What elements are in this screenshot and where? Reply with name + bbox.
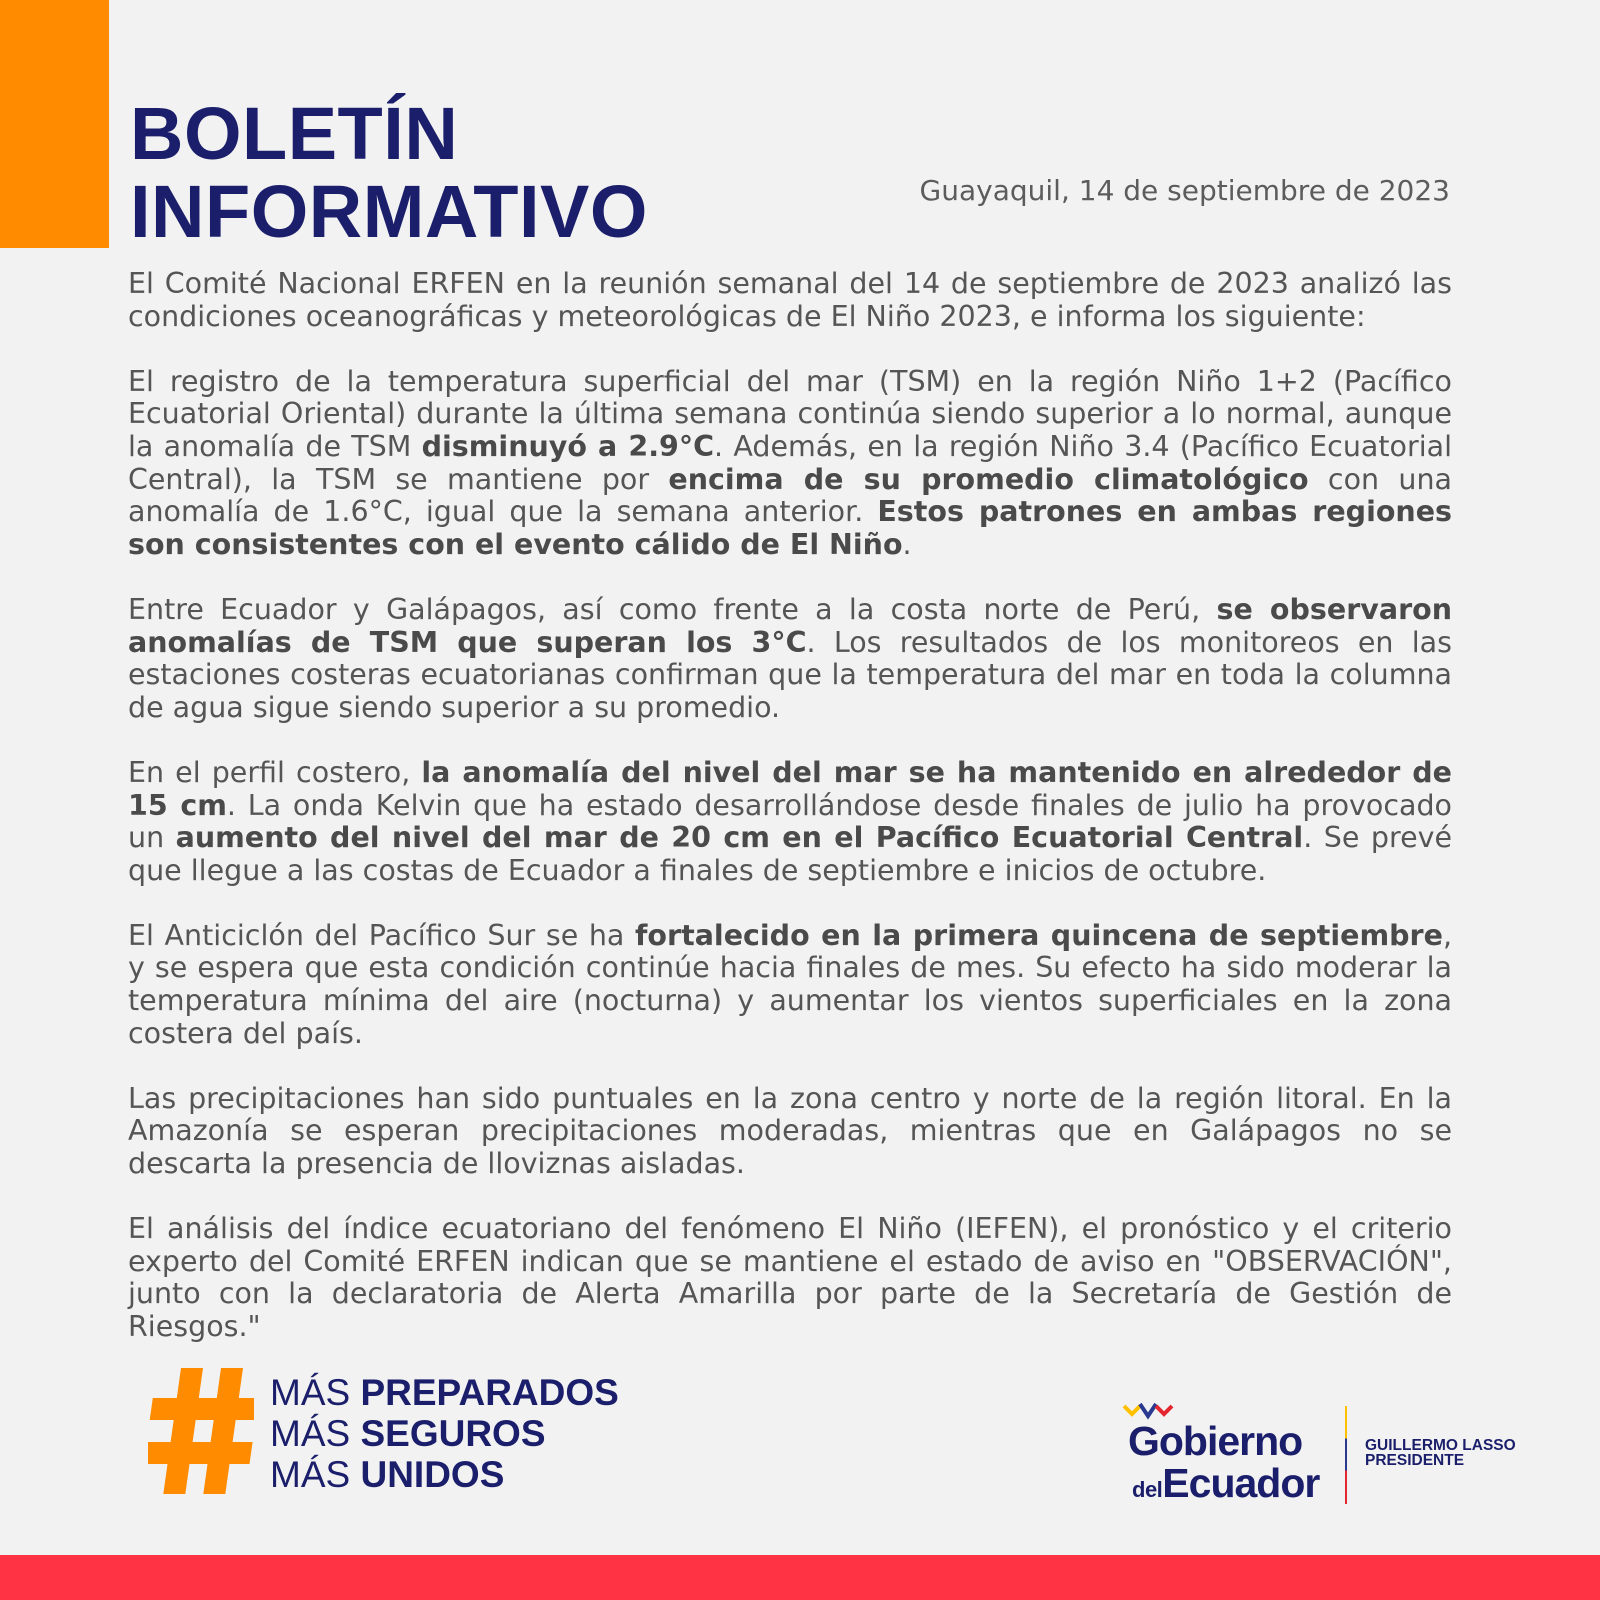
paragraph-text: Las precipitaciones han sido puntuales en la zona centro y norte de la región litoral. En la Amazonía se esperan precipitaciones moderadas, mientras que en Galápagos no se descarta la presencia de lloviznas aisladas. <box>128 1081 1452 1181</box>
paragraph-text: con una anomalía de 1.6°C, igual que la semana anterior. <box>128 462 1452 529</box>
paragraph-5 <box>128 920 1452 1050</box>
paragraph-text: . Se prevé que llegue a las costas de Ecuador a finales de septiembre e inicios de octubre. <box>128 821 1453 887</box>
slogan-line-1: MÁS PREPARADOS <box>270 1372 619 1413</box>
paragraph-6 <box>128 1083 1452 1181</box>
paragraph-7 <box>128 1213 1452 1343</box>
highlight-text: se observaron anomalías de TSM que superan los 3°C <box>128 592 1453 659</box>
paragraph-text: En el perfil costero, <box>128 755 422 789</box>
paragraph-3 <box>128 594 1452 724</box>
hashtag-icon <box>148 1368 254 1494</box>
president-name: GUILLERMO LASSO <box>1365 1437 1516 1454</box>
paragraph-text: . La onda Kelvin que ha estado desarrollándose desde finales de julio ha provocado un <box>128 788 1452 855</box>
highlight-text: la anomalía del nivel del mar se ha mantenido en alrededor de 15 cm <box>128 755 1453 822</box>
bottom-red-bar <box>0 1555 1600 1600</box>
president-signature <box>1365 1438 1516 1468</box>
paragraph-text: . Los resultados de los monitoreos en las estaciones costeras ecuatorianas confirman que la temperatura del mar en toda la columna de agua sigue siendo superior a su promedio. <box>128 625 1452 724</box>
paragraph-2 <box>128 366 1452 562</box>
orange-accent-bar <box>0 0 109 248</box>
highlight-text: fortalecido en la primera quincena de septiembre <box>635 918 1443 952</box>
paragraph-text: El análisis del índice ecuatoriano del fenómeno El Niño (IEFEN), el pronóstico y el criterio experto del Comité ERFEN indican que se mantiene el estado de aviso en "OBSERVACIÓN", junto con la declaratoria de Alerta Amarilla por parte de la Secretaría de Gestión de Riesgos." <box>128 1212 1452 1343</box>
logo-gobierno: Gobierno <box>1128 1418 1303 1464</box>
paragraph-text: El Comité Nacional ERFEN en la reunión semanal del 14 de septiembre de 2023 analizó las condiciones oceanográficas y meteorológicas de El Niño 2023, e informa los siguiente: <box>128 267 1452 333</box>
highlight-text: disminuyó a 2.9°C <box>421 429 715 463</box>
logo-divider <box>1345 1406 1347 1504</box>
paragraph-text: El Anticiclón del Pacífico Sur se ha <box>128 918 636 952</box>
president-title: PRESIDENTE <box>1365 1452 1465 1469</box>
paragraph-text: . <box>902 527 912 561</box>
page-title <box>130 92 648 253</box>
bulletin-date: Guayaquil, 14 de septiembre de 2023 <box>919 174 1450 207</box>
paragraph-text: . Además, en la región Niño 3.4 (Pacífico Ecuatorial Central), la TSM se mantiene por <box>128 429 1452 496</box>
paragraph-text: , y se espera que esta condición continúe hacia finales de mes. Su efecto ha sido moderar la temperatura mínima del aire (nocturna) y aumentar los vientos superficiales en la zona costera del país. <box>128 918 1452 1050</box>
title-line-2: INFORMATIVO <box>130 170 648 253</box>
slogan-line-3: MÁS UNIDOS <box>270 1454 505 1495</box>
paragraph-4 <box>128 757 1452 887</box>
logo-del-ecuador: delEcuador <box>1132 1460 1320 1506</box>
paragraph-text: El registro de la temperatura superficial del mar (TSM) en la región Niño 1+2 (Pacífico Ecuatorial Oriental) durante la última semana continúa siendo superior a lo normal, aunque la anomalía de TSM <box>128 364 1452 463</box>
paragraph-text: Entre Ecuador y Galápagos, así como frente a la costa norte de Perú, <box>128 592 1217 626</box>
gobierno-del-ecuador-logo <box>1118 1400 1348 1510</box>
highlight-text: encima de su promedio climatológico <box>668 462 1309 496</box>
title-line-1: BOLETÍN <box>130 92 459 175</box>
highlight-text: aumento del nivel del mar de 20 cm en el Pacífico Ecuatorial Central <box>175 821 1304 855</box>
slogan-line-2: MÁS SEGUROS <box>270 1413 546 1454</box>
bulletin-body <box>128 268 1452 1376</box>
highlight-text: Estos patrones en ambas regiones son consistentes con el evento cálido de El Niño <box>128 495 1453 561</box>
slogan-text <box>270 1372 619 1495</box>
paragraph-1 <box>128 268 1452 333</box>
